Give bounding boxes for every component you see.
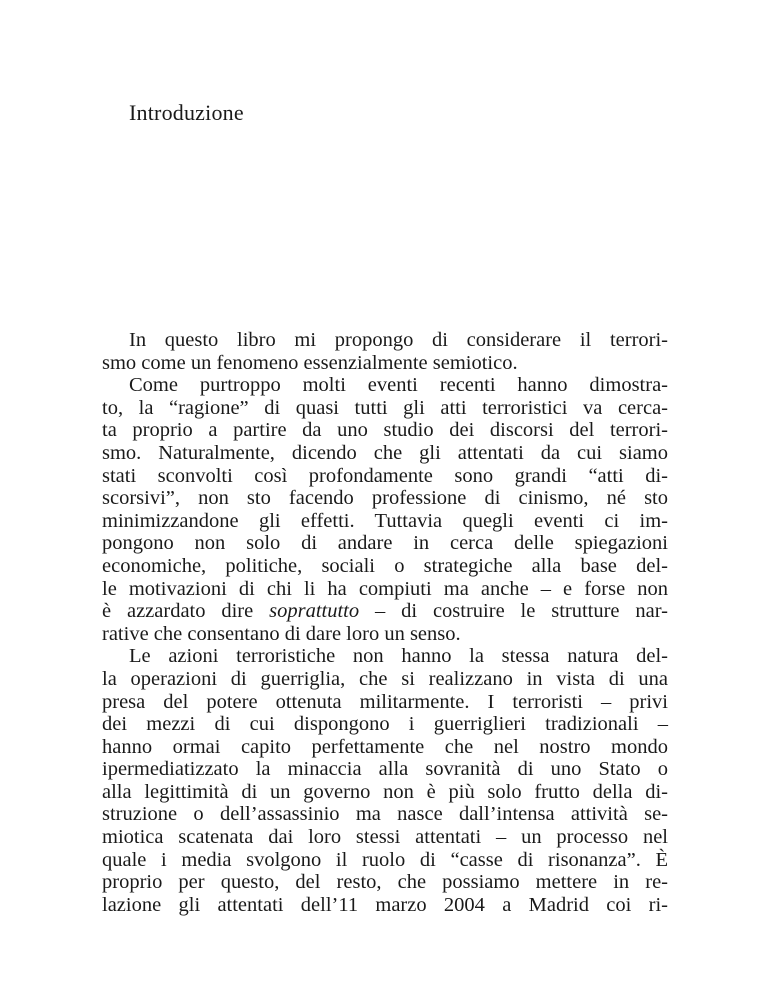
text-line: la operazioni di guerriglia, che si realizzano in vista di una bbox=[102, 667, 668, 690]
text-line-italic bbox=[102, 600, 668, 623]
text-line: smo. Naturalmente, dicendo che gli attentati da cui siamo bbox=[102, 441, 668, 464]
text-line: scorsivi”, non sto facendo professione di cinismo, né sto bbox=[102, 487, 668, 510]
text-segment: è azzardato dire bbox=[102, 600, 270, 623]
text-line: le motivazioni di chi li ha compiuti ma anche – e forse non bbox=[102, 577, 668, 600]
text-line: lazione gli attentati dell’11 marzo 2004 a Madrid coi ri- bbox=[102, 893, 668, 916]
text-line: hanno ormai capito perfettamente che nel nostro mondo bbox=[102, 735, 668, 758]
chapter-title: Introduzione bbox=[129, 100, 244, 125]
text-line: ipermediatizzato la minaccia alla sovranità di uno Stato o bbox=[102, 758, 668, 781]
text-line: to, la “ragione” di quasi tutti gli atti terroristici va cerca- bbox=[102, 396, 668, 419]
text-line: proprio per questo, del resto, che possiamo mettere in re- bbox=[102, 871, 668, 894]
text-segment: – di costruire le strutture nar- bbox=[359, 600, 668, 623]
text-line: In questo libro mi propongo di considerare il terrori- bbox=[129, 329, 668, 351]
text-line: minimizzandone gli effetti. Tuttavia quegli eventi ci im- bbox=[102, 509, 668, 532]
text-line: dei mezzi di cui dispongono i guerriglieri tradizionali – bbox=[102, 713, 668, 736]
text-line: ta proprio a partire da uno studio dei discorsi del terrori- bbox=[102, 419, 668, 442]
text-line: smo come un fenomeno essenzialmente semiotico. bbox=[102, 351, 518, 374]
text-line: Le azioni terroristiche non hanno la stessa natura del- bbox=[129, 645, 668, 668]
text-line: stati sconvolti così profondamente sono grandi “atti di- bbox=[102, 464, 668, 487]
text-line: pongono non solo di andare in cerca delle spiegazioni bbox=[102, 532, 668, 555]
text-line: miotica scatenata dai loro stessi attentati – un processo nel bbox=[102, 826, 668, 849]
text-line: quale i media svolgono il ruolo di “casse di risonanza”. È bbox=[102, 848, 668, 871]
text-line: Come purtroppo molti eventi recenti hanno dimostra- bbox=[129, 374, 668, 397]
italic-emphasis: soprattutto bbox=[269, 600, 360, 623]
body-text bbox=[102, 329, 668, 916]
text-line: struzione o dell’assassinio ma nasce dall’intensa attività se- bbox=[102, 803, 668, 826]
text-line: rative che consentano di dare loro un senso. bbox=[102, 622, 461, 645]
text-line: alla legittimità di un governo non è più solo frutto della di- bbox=[102, 780, 668, 803]
text-line: presa del potere ottenuta militarmente. I terroristi – privi bbox=[102, 690, 668, 713]
text-line: economiche, politiche, sociali o strategiche alla base del- bbox=[102, 554, 668, 577]
